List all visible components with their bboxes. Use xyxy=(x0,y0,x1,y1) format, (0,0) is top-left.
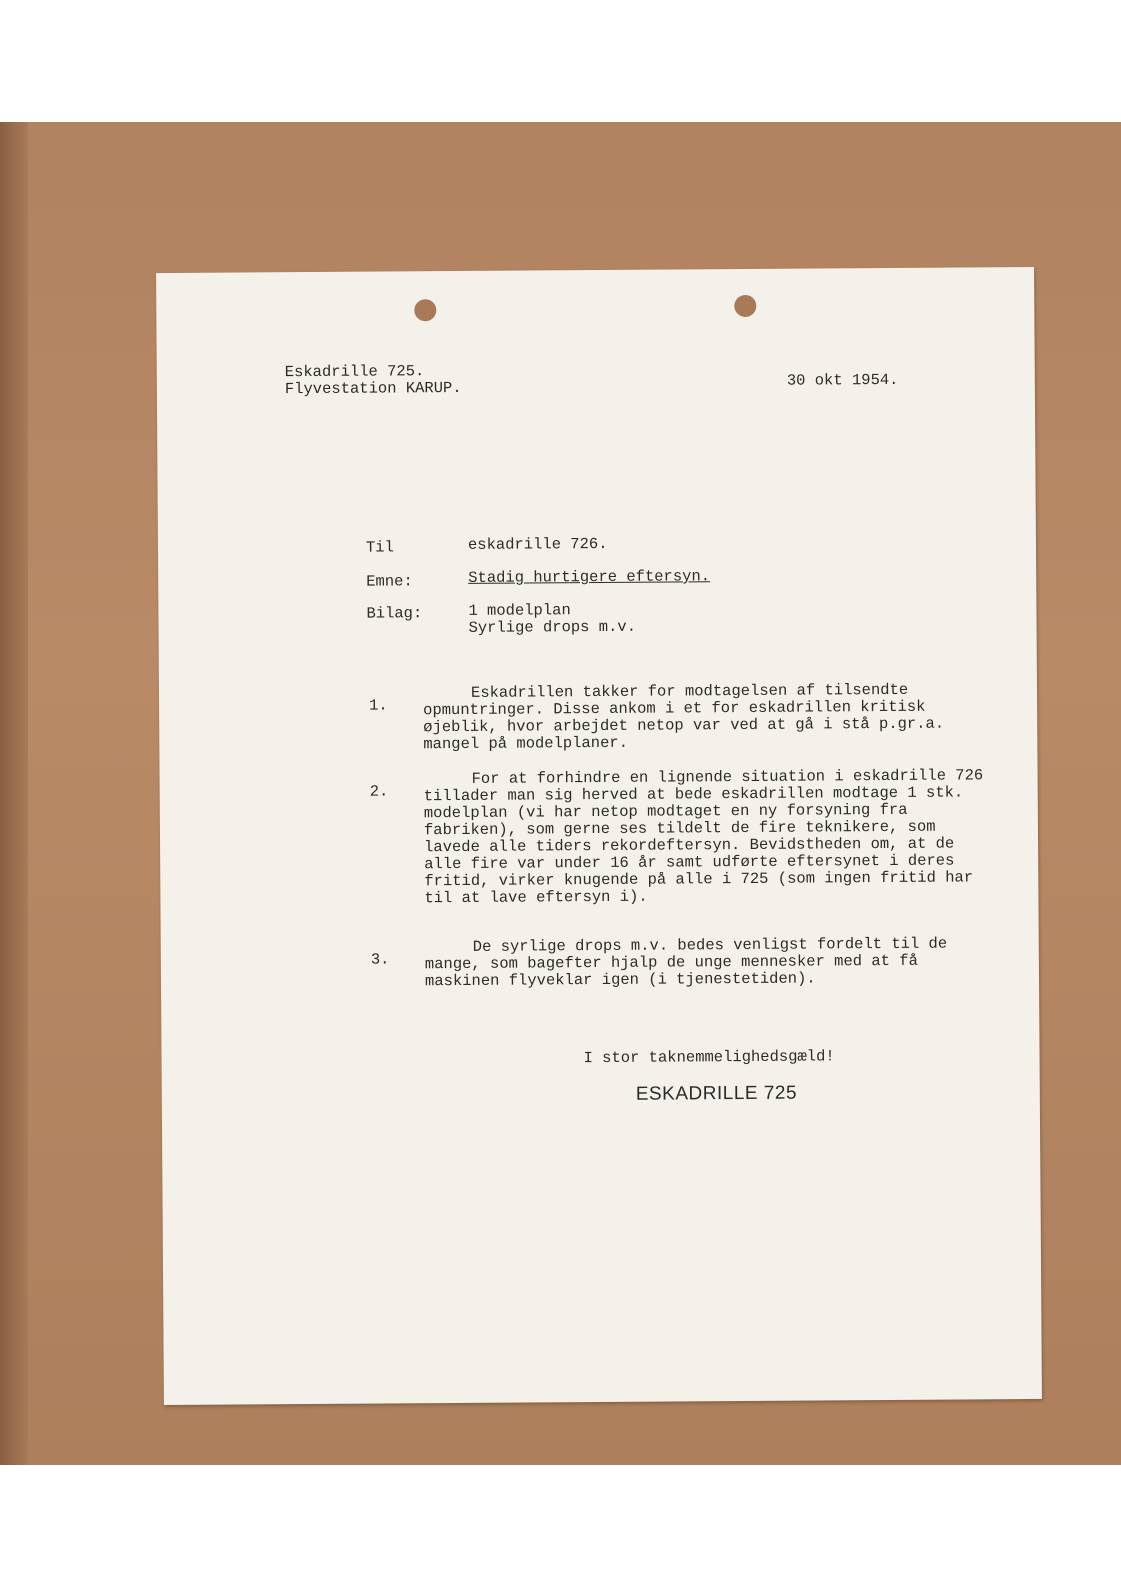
punch-hole-left xyxy=(414,299,436,321)
subject-label: Emne: xyxy=(366,572,413,591)
item-number-1: 1. xyxy=(369,696,388,715)
item-text-2: For at forhindre en lignende situation i eskadrille 726 tillader man sig herved at bede eskadrillen modtage 1 stk. modelplan (vi har netop modtaget en ny forsyning fra fabriken), som gerne ses tildelt de fire teknikere, som lavede alle tiders rekordeftersyn. Bevidstheden om, at de alle fire var under 16 år samt udførte eftersynet i deres fritid, virker knugende på alle i 725 (som ingen fritid har til at lave eftersyn i). xyxy=(423,766,984,908)
sender-line-2: Flyvestation KARUP. xyxy=(284,378,462,399)
sender-line-1: Eskadrille 725. xyxy=(284,362,425,382)
enclosure-value xyxy=(468,602,636,637)
item-body-2 xyxy=(424,767,985,907)
subject-value: Stadig hurtigere eftersyn. xyxy=(468,567,711,587)
enclosure-label: Bilag: xyxy=(366,604,423,623)
item-body-3 xyxy=(425,935,985,990)
punch-hole-right xyxy=(734,295,756,317)
item-text-1: Eskadrillen takker for modtagelsen af tilsendte opmuntringer. Disse ankom i et for eskadrillen kritisk øjeblik, hvor arbejdet netop var ved at gå i stå p.gr.a. mangel på modelplaner. xyxy=(423,680,945,754)
item-body-1 xyxy=(423,681,983,753)
item-text-3: De syrlige drops m.v. bedes venligst fordelt til de mange, som bagefter hjalp de unge mennesker med at få maskinen flyveklar igen (i tjenestetiden). xyxy=(424,934,948,991)
to-label: Til xyxy=(365,538,394,557)
sender-block xyxy=(285,363,462,398)
closing-line: I stor taknemmelighedsgæld! xyxy=(583,1047,835,1068)
letter-sheet xyxy=(156,267,1042,1405)
item-number-3: 3. xyxy=(370,950,390,969)
signature-stamp: ESKADRILLE 725 xyxy=(635,1082,798,1105)
enclosure-line-2: Syrlige drops m.v. xyxy=(468,617,637,637)
enclosure-line-1: 1 modelplan xyxy=(468,601,571,620)
letter-date: 30 okt 1954. xyxy=(786,370,899,390)
item-number-2: 2. xyxy=(369,782,389,801)
to-value: eskadrille 726. xyxy=(467,534,608,554)
